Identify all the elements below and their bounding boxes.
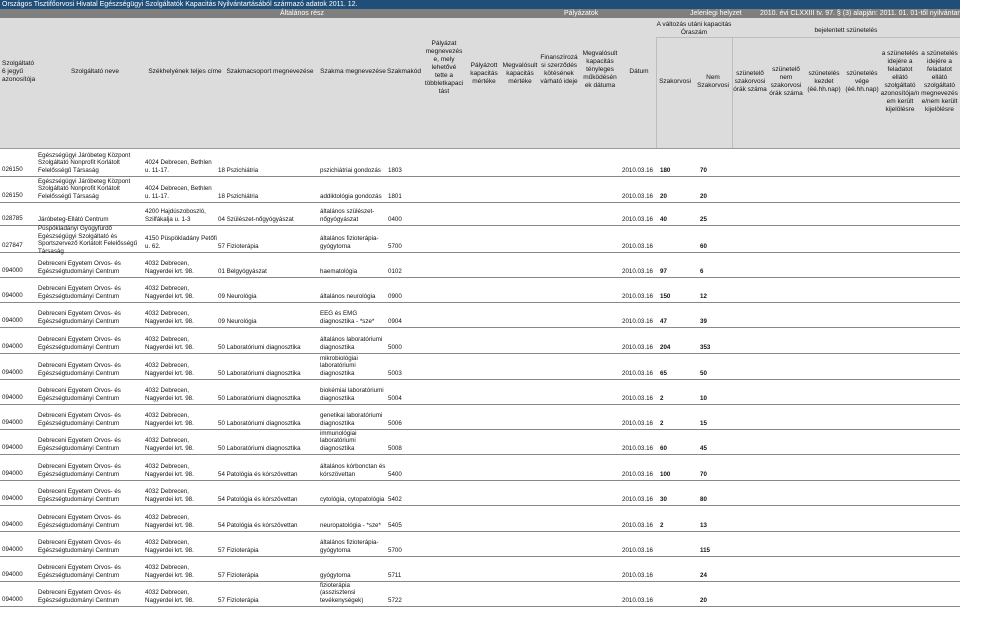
cell-provider-id: 094000 [2,292,23,299]
cell-code: 0400 [388,215,402,223]
cell-group: 54 Patológia és kórszövettan [218,495,298,503]
cell-provider-id: 094000 [2,521,23,528]
cell-provider-name: Járóbeteg-Ellátó Centrum [38,215,109,223]
cell-date: 2010.03.16 [622,192,653,200]
cell-specialist: 20 [660,192,667,200]
table-row [0,429,960,455]
cell-date: 2010.03.16 [622,394,653,402]
cell-provider-name: Debreceni Egyetem Orvos- és Egészségtudományi Centrum [38,310,121,325]
cell-non-specialist: 12 [700,292,707,300]
cell-date: 2010.03.16 [622,495,653,503]
cell-address: 4032 Debrecen, Nagyerdei krt. 98. [145,589,194,604]
cell-group: 18 Pszichiátria [218,192,259,200]
cell-address: 4032 Debrecen, Nagyerdei krt. 98. [145,463,194,478]
cell-date: 2010.03.16 [622,317,653,325]
cell-specialist: 100 [660,470,671,478]
header-provider-id: Szolgáltató 6 jegyű azonosítója [2,60,36,83]
cell-non-specialist: 15 [700,419,707,427]
header-actual: Megvalósult kapacitás tényleges működésén ek dátuma [582,50,618,89]
cell-group: 50 Laboratóriumi diagnosztika [218,394,301,402]
header-susp-spec: szünetelő szakorvosi órák száma [733,70,767,93]
cell-specialty: haematológia [320,267,358,275]
cell-group: 04 Szülészet-nőgyógyászat [218,215,294,223]
section-law: 2010. évi CLXXIII tv. 97. § (3) alapján: 2011. 01. 01-től nyilvántartott szünetelés [760,10,1005,17]
cell-non-specialist: 24 [700,571,707,579]
cell-non-specialist: 25 [700,215,707,223]
cell-code: 5003 [388,369,402,377]
cell-specialist: 2 [660,394,664,402]
cell-non-specialist: 6 [700,267,704,275]
cell-non-specialist: 70 [700,470,707,478]
cell-provider-id: 028785 [2,215,23,222]
title-text: Országos Tisztifőorvosi Hivatal Egészségügyi Szolgáltatók Kapacitás Nyilvántartásából származó adatok 2011. 12. [2,1,358,8]
cell-provider-id: 094000 [2,394,23,401]
cell-non-specialist: 353 [700,343,711,351]
cell-address: 4032 Debrecen, Nagyerdei krt. 98. [145,488,194,503]
header-susp-start: szünetelés kezdet (éé.hh.nap) [807,70,841,93]
table-row [0,176,960,203]
cell-specialty: biokémiai laboratóriumi diagnosztika [320,387,384,402]
table-row [0,531,960,557]
cell-date: 2010.03.16 [622,571,653,579]
cell-provider-id: 094000 [2,470,23,477]
cell-group: 57 Fizioterápia [218,596,259,604]
header-realized-cap: Megvalósult kapacitás mértéke [502,62,538,85]
header-tender-cap: Pályázott kapacitás mértéke [470,62,498,85]
section-tenders: Pályázatok [564,10,599,17]
cell-specialty: mikrobiológiai laboratóriumi diagnosztika [320,354,358,377]
cell-specialty: cytológia, cytopatológia [320,495,385,503]
cell-provider-id: 094000 [2,343,23,350]
cell-non-specialist: 20 [700,596,707,604]
cell-date: 2010.03.16 [622,343,653,351]
header-susp-provider-name: a szünetelés idejére a feladatot ellátó szolgáltató megnevezés e/nem került kijelölésre [921,50,958,113]
cell-code: 5004 [388,394,402,402]
cell-date: 2010.03.16 [622,215,653,223]
cell-specialist: 60 [660,444,667,452]
cell-code: 5722 [388,596,402,604]
cell-provider-name: Debreceni Egyetem Orvos- és Egészségtudományi Centrum [38,260,121,275]
cell-code: 5700 [388,242,402,250]
header-susp-end: szünetelés vége (éé.hh.nap) [845,70,879,93]
cell-provider-id: 094000 [2,596,23,603]
cell-provider-id: 027847 [2,242,23,249]
cell-address: 4032 Debrecen, Nagyerdei krt. 98. [145,539,194,554]
cell-group: 57 Fizioterápia [218,546,259,554]
cell-date: 2010.03.16 [622,242,653,250]
cell-specialist: 30 [660,495,667,503]
cell-specialty: neuropatológia - *sze* [320,521,381,529]
cell-address: 4150 Püspökladány Petőfi u. 62. [145,235,217,250]
cell-group: 50 Laboratóriumi diagnosztika [218,419,301,427]
cell-specialty: általános laboratóriumi diagnosztika [320,336,383,351]
cell-provider-id: 026150 [2,192,23,199]
cell-date: 2010.03.16 [622,419,653,427]
cell-address: 4024 Debrecen, Bethlen u. 11-17. [145,185,212,200]
header-address: Székhelyének teljes címe [148,68,222,75]
table-row [0,277,960,303]
cell-group: 09 Neurológia [218,292,257,300]
cell-specialty: genetikai laboratóriumi diagnosztika [320,412,383,427]
cell-specialty: általános kórbonctan és kórszövettan [320,463,386,478]
table-row [0,327,960,354]
cell-provider-name: Debreceni Egyetem Orvos- és Egészségtudományi Centrum [38,412,121,427]
cell-address: 4032 Debrecen, Nagyerdei krt. 98. [145,387,194,402]
table-row [0,150,960,177]
table-row [0,505,960,532]
cell-group: 57 Fizioterápia [218,571,259,579]
cell-provider-name: Egészségügyi Járóbeteg Központ Szolgáltató Nonprofit Korlátolt Felelősségű Társaság [38,151,131,174]
cell-specialty: immunológiai laboratóriumi diagnosztika [320,429,357,452]
cell-provider-id: 094000 [2,495,23,502]
cell-non-specialist: 70 [700,166,707,174]
cell-group: 01 Belgyógyászat [218,267,267,275]
cell-non-specialist: 20 [700,192,707,200]
cell-specialist: 180 [660,166,671,174]
cell-code: 5006 [388,419,402,427]
cell-code: 0904 [388,317,402,325]
cell-non-specialist: 50 [700,369,707,377]
section-bar [0,9,1005,18]
cell-group: 54 Patológia és kórszövettan [218,521,298,529]
cell-provider-id: 094000 [2,369,23,376]
cell-date: 2010.03.16 [622,369,653,377]
cell-provider-name: Debreceni Egyetem Orvos- és Egészségtudományi Centrum [38,362,121,377]
header-tender: Pályázat megnevezés e, mely lehetővé tette a többletkapaci tást [424,40,464,95]
cell-code: 5405 [388,521,402,529]
cell-date: 2010.03.16 [622,470,653,478]
cell-code: 5400 [388,470,402,478]
cell-provider-name: Debreceni Egyetem Orvos- és Egészségtudományi Centrum [38,437,121,452]
cell-group: 50 Laboratóriumi diagnosztika [218,444,301,452]
cell-non-specialist: 39 [700,317,707,325]
header-financing: Finanszírozá si szerződés kötésének várható ideje [540,54,578,85]
cell-code: 0102 [388,267,402,275]
cell-address: 4032 Debrecen, Nagyerdei krt. 98. [145,564,194,579]
cell-provider-id: 094000 [2,444,23,451]
cell-provider-name: Debreceni Egyetem Orvos- és Egészségtudományi Centrum [38,336,121,351]
cell-provider-id: 094000 [2,267,23,274]
cell-code: 5402 [388,495,402,503]
header-group-suspended: bejelentett szünetelés [814,27,878,34]
cell-date: 2010.03.16 [622,444,653,452]
cell-specialty: pszichiátriai gondozás [320,166,381,174]
header-provider-name: Szolgáltató neve [70,68,120,75]
cell-specialty: általános fizioterápia- gyógytorna [320,539,379,554]
cell-group: 54 Patológia és kórszövettan [218,470,298,478]
cell-address: 4032 Debrecen, Nagyerdei krt. 98. [145,260,194,275]
cell-provider-name: Egészségügyi Járóbeteg Központ Szolgáltató Nonprofit Korlátolt Felelősségű Társaság [38,177,131,200]
cell-specialist: 150 [660,292,671,300]
cell-provider-id: 026150 [2,166,23,173]
cell-address: 4032 Debrecen, Nagyerdei krt. 98. [145,362,194,377]
cell-group: 18 Pszichiátria [218,166,259,174]
table-row [0,353,960,380]
table-row [0,202,960,226]
cell-group: 50 Laboratóriumi diagnosztika [218,343,301,351]
cell-non-specialist: 10 [700,394,707,402]
cell-provider-name: Püspökladányi Gyógyfürdő Egészségügyi Szolgáltató és Sportszervező Korlátolt Felelősségű Társaság [38,225,138,255]
cell-address: 4032 Debrecen, Nagyerdei krt. 98. [145,514,194,529]
table-row [0,379,960,405]
table-row [0,225,960,253]
cell-specialist: 2 [660,419,664,427]
cell-code: 0900 [388,292,402,300]
cell-provider-name: Debreceni Egyetem Orvos- és Egészségtudományi Centrum [38,285,121,300]
table-row [0,556,960,582]
cell-provider-name: Debreceni Egyetem Orvos- és Egészségtudományi Centrum [38,514,121,529]
header-specialist: Szakorvosi [659,78,691,85]
cell-code: 1801 [388,192,402,200]
cell-code: 1803 [388,166,402,174]
cell-provider-name: Debreceni Egyetem Orvos- és Egészségtudományi Centrum [38,463,121,478]
cell-non-specialist: 115 [700,546,710,554]
cell-specialist: 47 [660,317,667,325]
cell-address: 4032 Debrecen, Nagyerdei krt. 98. [145,285,194,300]
cell-code: 5700 [388,546,402,554]
cell-code: 5711 [388,571,402,579]
cell-non-specialist: 45 [700,444,707,452]
cell-address: 4032 Debrecen, Nagyerdei krt. 98. [145,412,194,427]
cell-provider-id: 094000 [2,419,23,426]
cell-address: 4032 Debrecen, Nagyerdei krt. 98. [145,336,194,351]
cell-provider-name: Debreceni Egyetem Orvos- és Egészségtudományi Centrum [38,589,121,604]
header-non-specialist: Nem Szakorvosi [697,74,729,89]
cell-provider-id: 094000 [2,571,23,578]
cell-group: 09 Neurológia [218,317,257,325]
section-current: Jelenlegi helyzet [690,10,742,17]
cell-specialty: addiktológia gondozás [320,192,382,200]
cell-specialty: EEG és EMG diagnosztika - *sze* [320,310,375,325]
header-group-change: A változás utáni kapacitás Óraszám [656,21,732,36]
cell-date: 2010.03.16 [622,546,653,554]
cell-date: 2010.03.16 [622,596,653,604]
cell-address: 4024 Debrecen, Bethlen u. 11-17. [145,159,212,174]
cell-non-specialist: 80 [700,495,707,503]
cell-specialty: általános neurológia [320,292,376,300]
table-row [0,581,960,607]
cell-address: 4032 Debrecen, Nagyerdei krt. 98. [145,310,194,325]
header-specialty: Szakma megnevezése [320,68,386,75]
cell-provider-name: Debreceni Egyetem Orvos- és Egészségtudományi Centrum [38,539,121,554]
header-group: Szakmacsoport megnevezése [226,68,314,75]
cell-non-specialist: 13 [700,521,707,529]
cell-address: 4032 Debrecen, Nagyerdei krt. 98. [145,437,194,452]
cell-specialty: gyógytorna [320,571,351,579]
cell-specialist: 40 [660,215,667,223]
header-code: Szakmakód [387,68,421,75]
cell-address: 4200 Hajdúszoboszló, Szilfákalja u. 1-3 [145,208,206,223]
cell-specialist: 97 [660,267,667,275]
cell-date: 2010.03.16 [622,292,653,300]
header-susp-provider: a szünetelés idejére a feladatot ellátó szolgáltató azonosítója/n em került kijelölésre [880,50,920,113]
cell-provider-id: 094000 [2,317,23,324]
cell-specialist: 204 [660,343,671,351]
header-date: Dátum [629,68,649,75]
cell-date: 2010.03.16 [622,166,653,174]
table-row [0,404,960,430]
cell-date: 2010.03.16 [622,267,653,275]
cell-group: 57 Fizioterápia [218,242,259,250]
section-general: Általános rész [280,10,324,17]
cell-date: 2010.03.16 [622,521,653,529]
cell-provider-name: Debreceni Egyetem Orvos- és Egészségtudományi Centrum [38,387,121,402]
title-bar [0,0,960,9]
cell-specialist: 2 [660,521,664,529]
cell-provider-id: 094000 [2,546,23,553]
table-row [0,252,960,278]
cell-specialist: 65 [660,369,667,377]
cell-code: 5008 [388,444,402,452]
cell-non-specialist: 60 [700,242,707,250]
cell-provider-name: Debreceni Egyetem Orvos- és Egészségtudományi Centrum [38,564,121,579]
header-susp-nonspec: szünetelő nem szakorvosi órák száma [769,66,803,97]
table-row [0,302,960,328]
table-row [0,480,960,506]
table-row [0,454,960,481]
cell-specialty: általános szülészet- nőgyógyászat [320,208,375,223]
cell-specialty: általános fizioterápia- gyógytorna [320,235,379,250]
cell-code: 5000 [388,343,402,351]
cell-group: 50 Laboratóriumi diagnosztika [218,369,301,377]
cell-specialty: fizioterápia (asszisztensi tevékenységek) [320,581,364,604]
cell-provider-name: Debreceni Egyetem Orvos- és Egészségtudományi Centrum [38,488,121,503]
